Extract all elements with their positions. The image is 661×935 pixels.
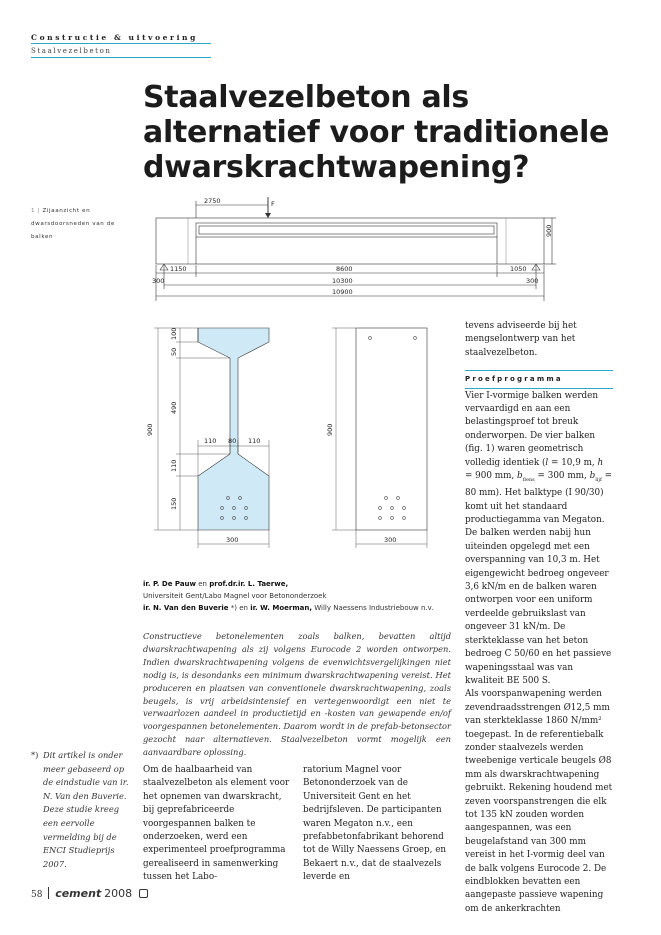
dim-900-left: 900 <box>146 423 154 436</box>
dim-490: 490 <box>170 401 178 414</box>
dim-10900: 10900 <box>332 288 353 296</box>
dim-1050: 1050 <box>510 265 527 273</box>
author-de-pauw: ir. P. De Pauw <box>143 580 197 588</box>
dim-300-end: 300 <box>384 536 397 544</box>
author-van-den-buverie: ir. N. Van den Buverie <box>143 604 229 612</box>
col3-para-2: De balken werden nabij hun uiteinden opgelegd met een overspanning van 10,3 m. Het eigengewicht bedroeg ongeveer 3,6 kN/m en de balken waren ontworpen voor een uniform verdeelde gebruikslast van ongeveer 31 kN/m. De sterkteklasse van het beton bedroeg C 50/60 en het passieve wapeningsstaal was van kwaliteit BE 500 S. <box>465 528 612 686</box>
dim-80: 80 <box>228 437 237 445</box>
dim-100: 100 <box>170 327 178 340</box>
figure-caption: 1 | Zijaanzicht en dwarsdoorsneden van de balken <box>31 208 115 240</box>
dim-2750: 2750 <box>204 197 221 205</box>
abstract: Constructieve betonelementen zoals balken, bevatten altijd dwarskrachtwapening als zij volgens Eurocode 2 worden ontworpen. Indien dwarskrachtwapening volgens de evenwichtsvergelijkingen niet nodig is, is desondanks een minimum dwarskrachtwapening vereist. Het produceren en plaatsen van conventionele dwarskrachtwapening, zoals beugels, is vrij arbeidsintensief en vertegenwoordigt een niet te verwaarlozen aandeel in productietijd en -kosten van gewapende en/of voorgespannen betonelementen. Daarom wordt in de prefab-betonsector gezocht naar alternatieven. Staalvezelbeton vormt mogelijk een aanvaardbare oplossing. <box>143 631 451 758</box>
dim-300-right: 300 <box>526 277 539 285</box>
col3-intro: tevens adviseerde bij het mengselontwerp van het staalvezelbeton. <box>465 321 577 358</box>
figure-side-view <box>140 193 560 305</box>
i-section <box>146 328 269 548</box>
body-column-3 <box>465 320 613 916</box>
figure-cross-sections <box>140 318 460 550</box>
footnote-text: Dit artikel is onder meer gebaseerd op de eindstudie van ir. N. Van den Buverie. Deze studie kreeg een eervolle vermelding bij de ENCI Studieprijs 2007. <box>43 750 129 869</box>
dim-110-a: 110 <box>204 437 217 445</box>
page-title: Staalvezelbeton als alternatief voor traditionele dwarskrachtwapening? <box>143 80 610 185</box>
author-block: ir. P. De Pauw en prof.dr.ir. L. Taerwe, Universiteit Gent/Labo Magnel voor Betononderzoek ir. N. Van den Buverie *) en ir. W. Moerman, Willy Naessens Industriebouw n.v. <box>143 578 463 614</box>
magazine-year: 2008 <box>104 887 133 900</box>
author-moerman: ir. W. Moerman, <box>250 604 313 612</box>
dim-110-vert: 110 <box>170 459 178 472</box>
magazine-name: cement <box>55 887 102 900</box>
figure-caption-text: Zijaanzicht en dwarsdoorsneden van de balken <box>31 208 115 240</box>
page-footer <box>31 887 148 900</box>
body-column-1: Om de haalbaarheid van staalvezelbeton als element voor het opnemen van dwarskracht, bij geprefabriceerde voorgespannen balken te onderzoeken, werd een experimenteel proefprogramma gerealiseerd in samenwerking tussen het Labo- <box>143 765 290 883</box>
dim-8600: 8600 <box>336 265 353 273</box>
affiliation-naessens: Willy Naessens Industriebouw n.v. <box>314 604 434 612</box>
section-label: Constructie & uitvoering <box>31 33 198 42</box>
header-rule-top <box>31 43 211 44</box>
body-column-2: ratorium Magnel voor Betononderzoek van de Universiteit Gent en het bedrijfsleven. De participanten waren Megaton n.v., een prefabbetonfabrikant behorend tot de Willy Naessens Groep, en Bekaert n.v., dat de staalvezels leverde en <box>303 765 447 883</box>
dim-50: 50 <box>170 347 178 356</box>
header-rule-bottom <box>31 57 211 58</box>
author-taerwe: prof.dr.ir. L. Taerwe, <box>209 580 289 588</box>
subsection-label: Staalvezelbeton <box>31 47 112 55</box>
dim-300-left: 300 <box>152 277 165 285</box>
proef-rule-bottom <box>465 388 613 389</box>
dim-150: 150 <box>170 497 178 510</box>
magazine-logo-icon <box>139 889 148 898</box>
figure-number: 1 <box>31 208 36 214</box>
page-number: 58 <box>31 890 43 900</box>
col3-para-1: Vier I-vormige balken werden vervaardigd en aan een belastingsproef tot breuk onderworpen. De vier balken (fig. 1) waren geometrisch volledig identiek (l = 10,9 m, h = 900 mm, $b_{flens} = 300$ mm, $b_{lijf} = 80$ mm). Het balktype (I 90/30) komt uit het standaard productiegamma van Megaton. <box>465 390 613 526</box>
affiliation-ugent: Universiteit Gent/Labo Magnel voor Betononderzoek <box>143 592 327 600</box>
dim-1150: 1150 <box>170 265 187 273</box>
dim-900-right: 900 <box>326 423 334 436</box>
dim-10300: 10300 <box>332 277 353 285</box>
dim-110-b: 110 <box>248 437 261 445</box>
dim-300-i: 300 <box>226 536 239 544</box>
end-block-section <box>326 328 427 548</box>
beam-outline <box>156 218 544 264</box>
footnote <box>31 749 129 871</box>
col3-para-3: Als voorspanwapening werden zevendraadsstrengen Ø12,5 mm van sterkteklasse 1860 N/mm² toegepast. In de referentiebalk zonder staalvezels werden tweebenige verticale beugels Ø8 mm als dwarskrachtwapening gebruikt. Rekening houdend met zeven voorspanstrengen die elk tot 135 kN zouden worden aangespannen, was een beugelafstand van 300 mm vereist in het I-vormig deel van de balk volgens Eurocode 2. De eindblokken bevatten een aangepaste passieve wapening om de ankerkrachten <box>465 689 613 914</box>
footnote-marker: *) <box>31 750 39 760</box>
dim-height-side: 900 <box>545 224 553 237</box>
proef-heading: Proefprogramma <box>465 375 563 384</box>
load-label: F <box>271 200 275 208</box>
